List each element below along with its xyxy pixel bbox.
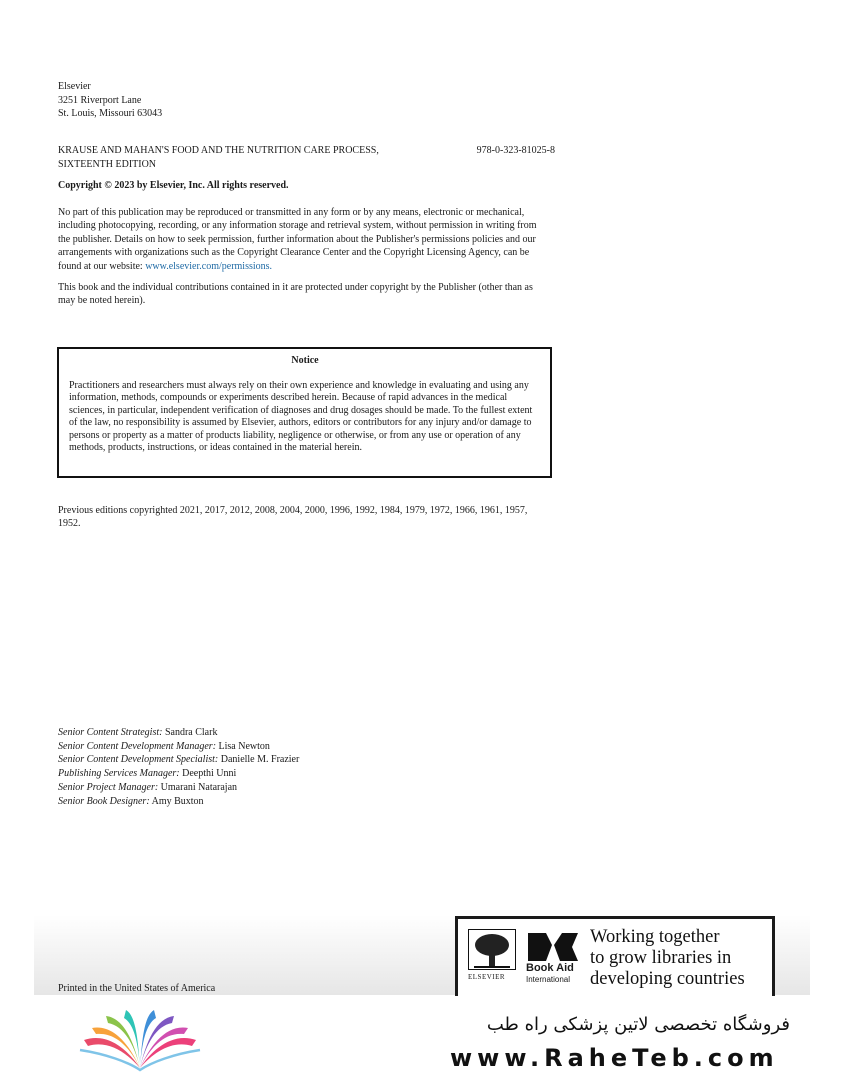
credit-line bbox=[58, 767, 299, 781]
credit-name: Amy Buxton bbox=[151, 795, 204, 807]
credits-list bbox=[58, 726, 299, 808]
credit-role: Senior Book Designer: bbox=[58, 795, 150, 807]
credit-role: Publishing Services Manager: bbox=[58, 768, 180, 780]
rights-text: No part of this publication may be reproduced or transmitted in any form or by any means, electronic or mechanical, including photocopying, recording, or any information storage and retrieval system, without permission in writing from the publisher. Details on how to seek permission, further information about the Publisher's permissions policies and our arrangements with organizations such as the Copyright Clearance Center and the Copyright Licensing Agency, can be found at our website: bbox=[58, 207, 537, 272]
credit-role: Senior Content Development Manager: bbox=[58, 740, 217, 752]
book-title-block bbox=[58, 144, 558, 172]
notice-title: Notice bbox=[291, 355, 319, 366]
credit-role: Senior Content Development Specialist: bbox=[58, 754, 219, 766]
protection-paragraph: This book and the individual contributions contained in it are protected under copyright by the Publisher (other than as may be noted herein). bbox=[58, 282, 533, 307]
book-title-line1: KRAUSE AND MAHAN'S FOOD AND THE NUTRITION CARE PROCESS, bbox=[58, 145, 379, 156]
permissions-link[interactable]: www.elsevier.com/permissions. bbox=[145, 260, 273, 272]
credit-line bbox=[58, 795, 299, 809]
rights-paragraph bbox=[58, 206, 538, 273]
book-aid-sub: International bbox=[526, 975, 571, 984]
credit-name: Umarani Natarajan bbox=[160, 781, 238, 793]
notice-box bbox=[57, 347, 552, 478]
book-aid-logo-icon bbox=[526, 929, 580, 963]
book-aid-slogan bbox=[590, 927, 745, 990]
elsevier-label: ELSEVIER bbox=[468, 973, 506, 981]
publisher-address bbox=[58, 80, 162, 121]
credit-line bbox=[58, 781, 299, 795]
previous-editions: Previous editions copyrighted 2021, 2017, 2012, 2008, 2004, 2000, 1996, 1992, 1984, 1979, 1972, 1966, 1961, 1957, 1952. bbox=[58, 505, 528, 530]
credit-name: Sandra Clark bbox=[164, 727, 218, 738]
book-title-line2: SIXTEENTH EDITION bbox=[58, 159, 157, 170]
credit-name: Deepthi Unni bbox=[182, 768, 237, 780]
copyright-line: Copyright © 2023 by Elsevier, Inc. All rights reserved. bbox=[58, 180, 289, 191]
credit-line bbox=[58, 753, 299, 767]
credit-name: Danielle M. Frazier bbox=[220, 754, 300, 766]
publisher-city: St. Louis, Missouri 63043 bbox=[58, 108, 163, 119]
raheteb-persian-text: فروشگاه تخصصی لاتین پزشکی راه طب bbox=[486, 1014, 790, 1035]
credit-line bbox=[58, 726, 299, 740]
printed-in: Printed in the United States of America bbox=[58, 983, 216, 994]
slogan-line: to grow libraries in bbox=[590, 948, 732, 968]
book-aid-name: Book Aid bbox=[526, 962, 574, 974]
slogan-line: developing countries bbox=[590, 969, 745, 989]
credit-name: Lisa Newton bbox=[218, 740, 270, 752]
publisher-name: Elsevier bbox=[58, 81, 91, 92]
open-book-logo bbox=[78, 1010, 203, 1072]
credit-role: Senior Project Manager: bbox=[58, 781, 159, 793]
isbn: 978-0-323-81025-8 bbox=[476, 145, 555, 156]
book-aid-banner bbox=[455, 916, 775, 996]
notice-body: Practitioners and researchers must always rely on their own experience and knowledge in evaluating and using any information, methods, compounds or experiments described herein. Because of rapid advances in the medical sciences, in particular, independent verification of diagnoses and drug dosages should be made. To the fullest extent of the law, no responsibility is assumed by Elsevier, authors, editors or contributors for any injury and/or damage to persons or property as a matter of products liability, negligence or otherwise, or from any use or operation of any methods, products, instructions, or ideas contained in the material herein. bbox=[69, 380, 533, 454]
publisher-street: 3251 Riverport Lane bbox=[58, 94, 142, 106]
slogan-line: Working together bbox=[590, 927, 720, 947]
raheteb-url[interactable]: www.RaheTeb.com bbox=[450, 1044, 779, 1072]
credit-role: Senior Content Strategist: bbox=[58, 727, 163, 738]
credit-line bbox=[58, 740, 299, 754]
